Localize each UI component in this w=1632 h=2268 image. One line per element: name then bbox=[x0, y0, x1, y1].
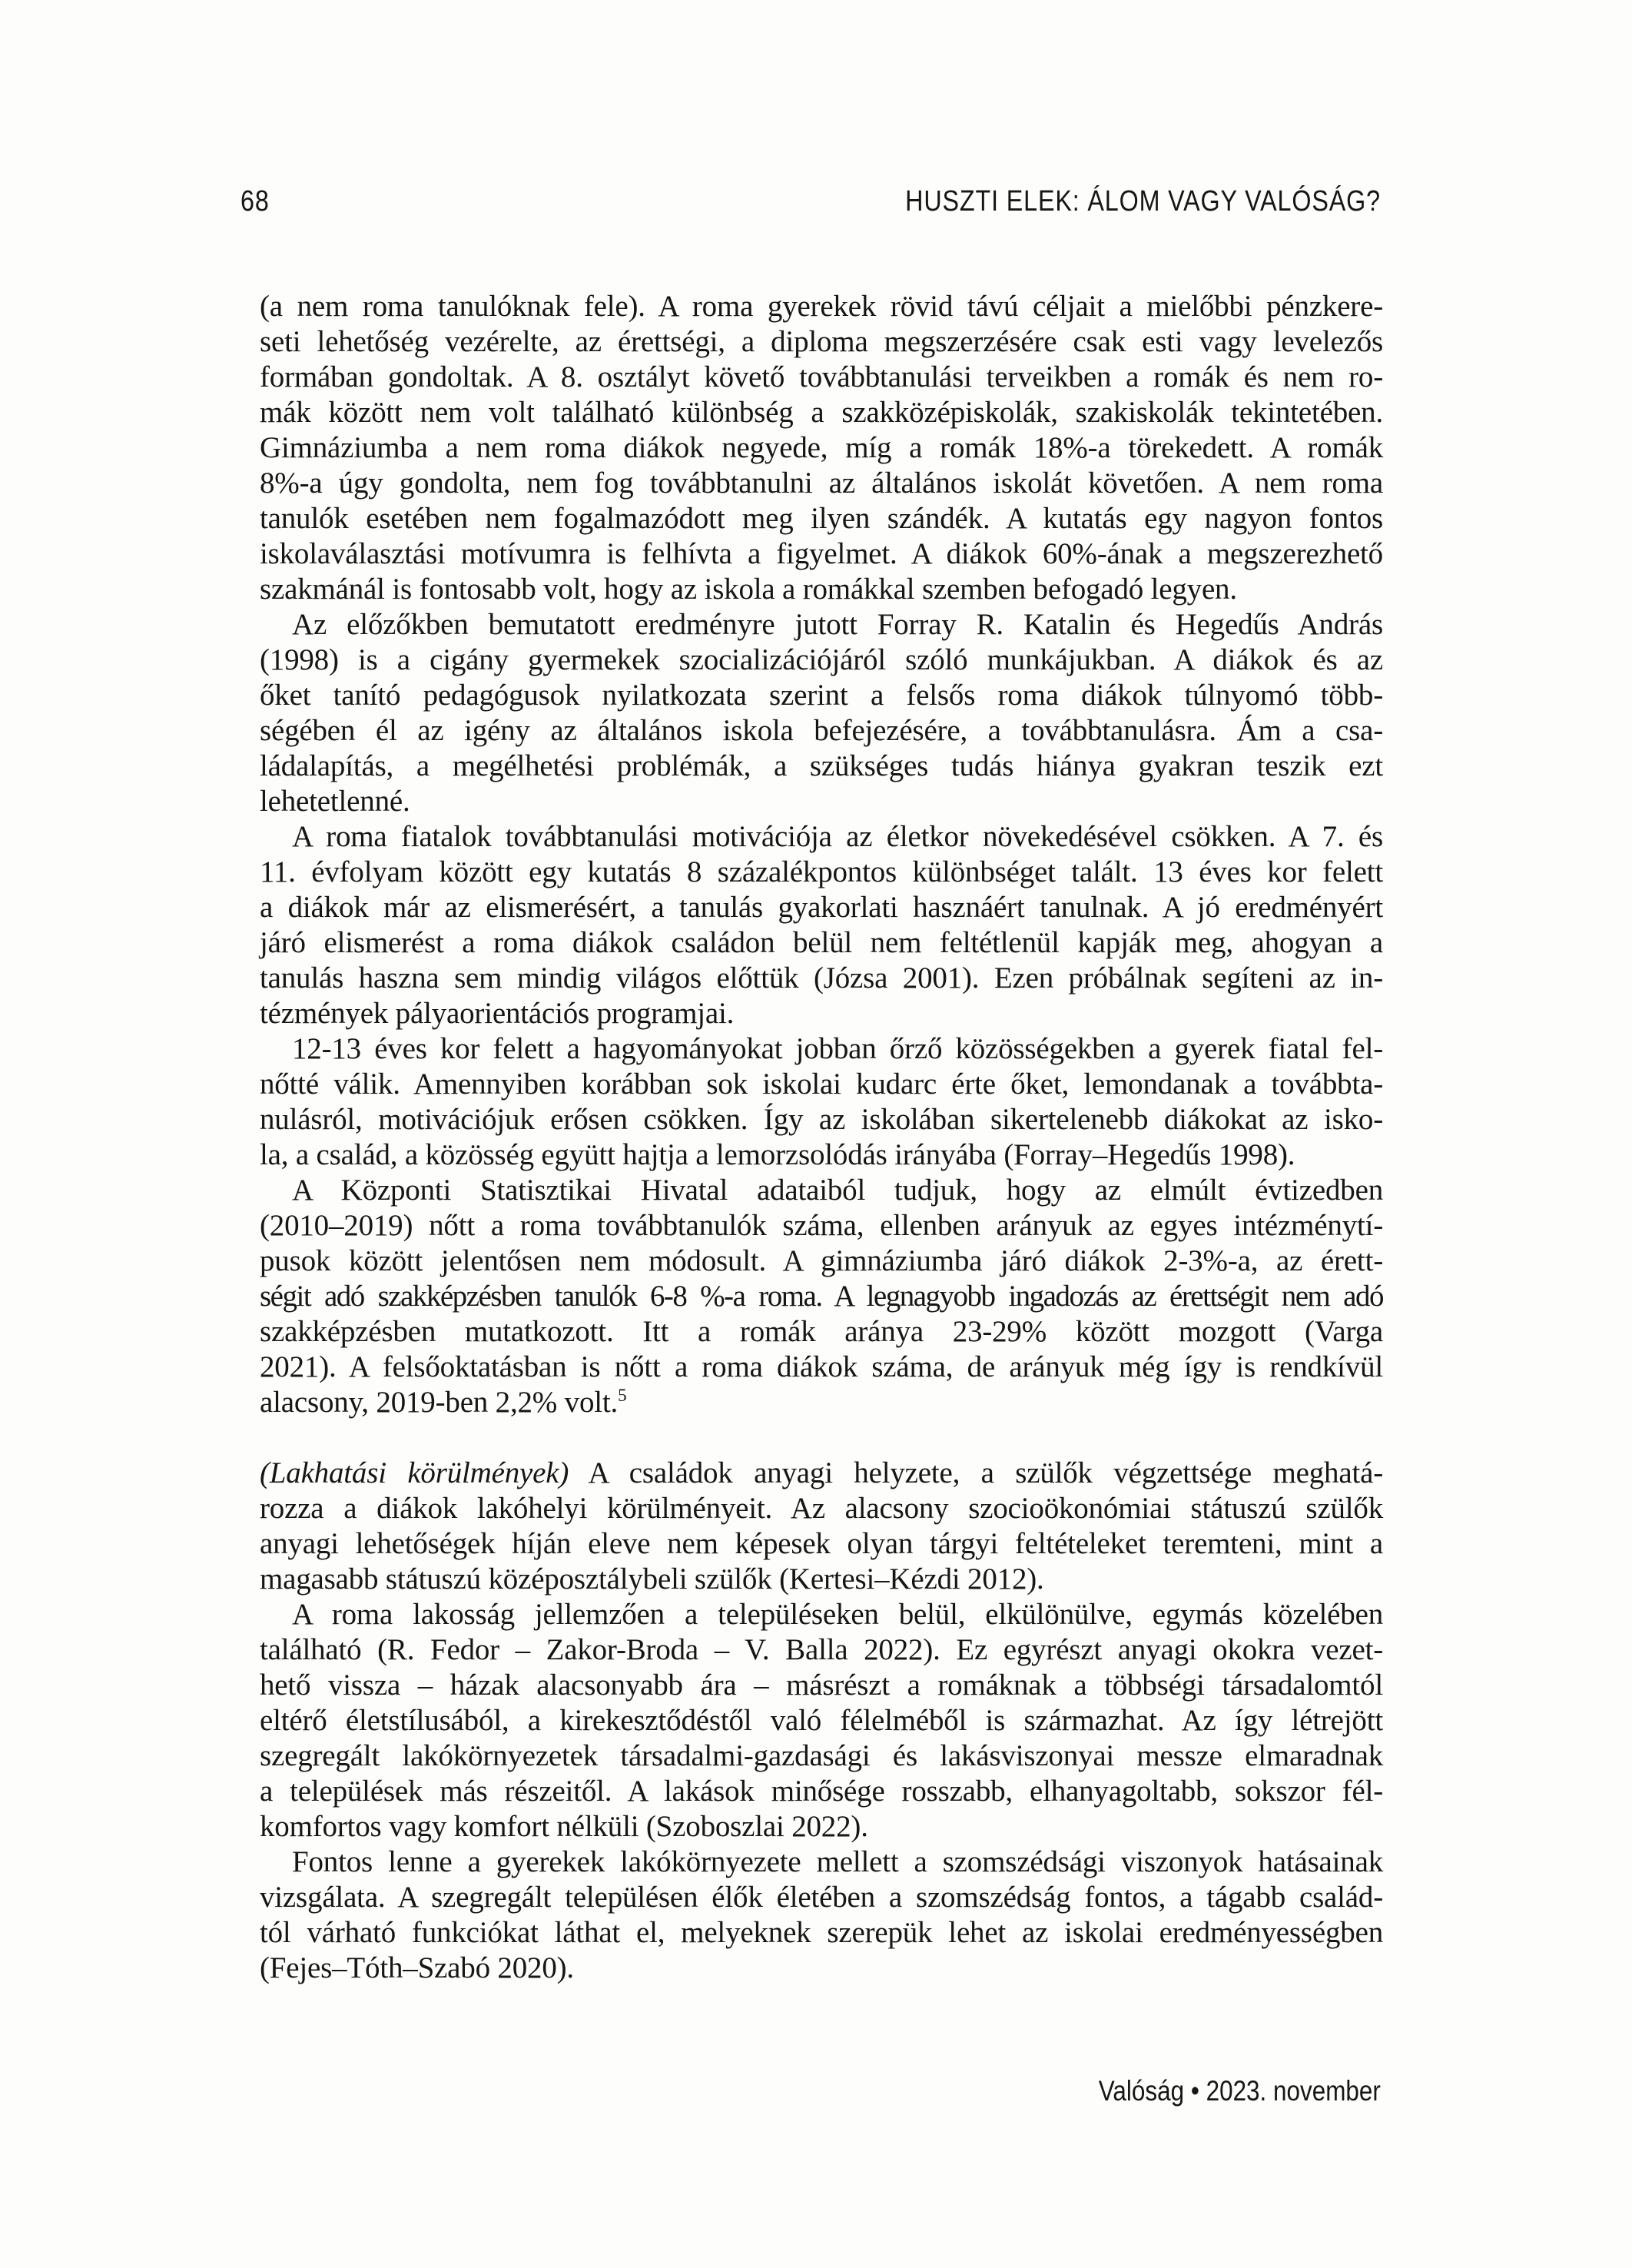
running-head: HUSZTI ELEK: ÁLOM VAGY VALÓSÁG? bbox=[905, 185, 1381, 218]
text-line: mák között nem volt található különbség a szakközépiskolák, szakiskolák tekintetében. bbox=[260, 396, 1383, 429]
text-line: ládalapítás, a megélhetési problémák, a szükséges tudás hiánya gyakran teszik ezt bbox=[260, 749, 1383, 782]
text-line: vizsgálata. A szegregált településen élők életében a szomszédság fontos, a tágabb család- bbox=[260, 1881, 1383, 1914]
text-line: (1998) is a cigány gyermekek szocializációjáról szóló munkájukban. A diákok és az bbox=[260, 643, 1383, 676]
paragraph bbox=[260, 819, 1383, 1031]
article-body bbox=[260, 289, 1383, 1986]
paragraph bbox=[260, 289, 1383, 607]
text-line: Fontos lenne a gyerekek lakókörnyezete mellett a szomszédsági viszonyok hatásainak bbox=[292, 1845, 1383, 1878]
text-line: szakmánál is fontosabb volt, hogy az iskola a romákkal szemben befogadó legyen. bbox=[260, 573, 1237, 606]
text-line: ségit adó szakképzésben tanulók 6-8 %-a roma. A legnagyobb ingadozás az érettségit nem adó bbox=[260, 1280, 1383, 1313]
text-line: tól várható funkciókat láthat el, melyeknek szerepük lehet az iskolai eredményességben bbox=[260, 1916, 1383, 1949]
text-line: la, a család, a közösség együtt hajtja a lemorzsolódás irányába (Forray–Hegedűs 1998). bbox=[260, 1138, 1295, 1171]
text-line: (a nem roma tanulóknak fele). A roma gyerekek rövid távú céljait a mielőbbi pénzkere- bbox=[260, 290, 1383, 323]
page-number: 68 bbox=[240, 185, 270, 218]
text-line: nőtté válik. Amennyiben korábban sok iskolai kudarc érte őket, lemondanak a továbbta- bbox=[260, 1068, 1383, 1101]
text-line: A roma fiatalok továbbtanulási motivációja az életkor növekedésével csökken. A 7. és bbox=[292, 820, 1383, 853]
text-line: tézmények pályaorientációs programjai. bbox=[260, 997, 735, 1030]
text-line: 8%-a úgy gondolta, nem fog továbbtanulni az általános iskolát követően. A nem roma bbox=[260, 467, 1383, 500]
paragraph bbox=[260, 607, 1383, 819]
text-line: tanulók esetében nem fogalmazódott meg ilyen szándék. A kutatás egy nagyon fontos bbox=[260, 502, 1383, 535]
text-line: tanulás haszna sem mindig világos előttük (Józsa 2001). Ezen próbálnak segíteni az in- bbox=[260, 961, 1383, 995]
text-line: (2010–2019) nőtt a roma továbbtanulók száma, ellenben arányuk az egyes intézménytí- bbox=[260, 1209, 1383, 1242]
text-line: szegregált lakókörnyezetek társadalmi-gazdasági és lakásviszonyai messze elmaradnak bbox=[260, 1739, 1383, 1772]
text-line: 11. évfolyam között egy kutatás 8 százalékpontos különbséget talált. 13 éves kor felett bbox=[260, 855, 1383, 888]
text-line: (Fejes–Tóth–Szabó 2020). bbox=[260, 1951, 574, 1984]
text-line: található (R. Fedor – Zakor-Broda – V. Balla 2022). Ez egyrészt anyagi okokra vezet- bbox=[260, 1633, 1383, 1666]
text-line: formában gondoltak. A 8. osztályt követő továbbtanulási terveikben a romák és nem ro- bbox=[260, 360, 1383, 393]
text-line: Az előzőkben bemutatott eredményre jutott Forray R. Katalin és Hegedűs András bbox=[292, 608, 1383, 641]
text-line: alacsony, 2019-ben 2,2% volt.$^5$ bbox=[260, 1386, 627, 1419]
paragraph bbox=[260, 1031, 1383, 1173]
paragraph bbox=[260, 1845, 1383, 1986]
text-line: Gimnáziumba a nem roma diákok negyede, míg a romák 18%-a törekedett. A romák bbox=[260, 431, 1383, 464]
paragraph bbox=[260, 1597, 1383, 1845]
text-line: pusok között jelentősen nem módosult. A gimnáziumba járó diákok 2-3%-a, az érett- bbox=[260, 1244, 1383, 1277]
text-line: A roma lakosság jellemzően a településeken belül, elkülönülve, egymás közelében bbox=[292, 1598, 1383, 1631]
text-line: lehetetlenné. bbox=[260, 785, 410, 818]
text-line: rozza a diákok lakóhelyi körülményeit. Az alacsony szocioökonómiai státuszú szülők bbox=[260, 1492, 1383, 1525]
text-line: hető vissza – házak alacsonyabb ára – másrészt a romáknak a többségi társadalomtól bbox=[260, 1669, 1383, 1702]
text-line: járó elismerést a roma diákok családon belül nem feltétlenül kapják meg, ahogyan a bbox=[260, 926, 1383, 959]
text-line: nulásról, motivációjuk erősen csökken. Így az iskolában sikertelenebb diákokat az isko- bbox=[260, 1103, 1383, 1136]
paragraph bbox=[260, 1456, 1383, 1597]
text-line: 12-13 éves kor felett a hagyományokat jobban őrző közösségekben a gyerek fiatal fel- bbox=[292, 1032, 1383, 1065]
text-line: eltérő életstílusából, a kirekesztődéstől való félelméből is származhat. Az így létrejött bbox=[260, 1704, 1383, 1737]
text-line: a települések más részeitől. A lakások minősége rosszabb, elhanyagoltabb, sokszor fél- bbox=[260, 1775, 1383, 1808]
journal-footer: Valóság • 2023. november bbox=[1098, 2075, 1381, 2107]
text-line: anyagi lehetőségek híján eleve nem képesek olyan tárgyi feltételeket teremteni, mint a bbox=[260, 1527, 1383, 1560]
text-line: 2021). A felsőoktatásban is nőtt a roma diákok száma, de arányuk még így is rendkívül bbox=[260, 1350, 1383, 1383]
text-line: (Lakhatási körülmények) A családok anyagi helyzete, a szülők végzettsége meghatá- bbox=[260, 1456, 1383, 1489]
text-line: őket tanító pedagógusok nyilatkozata szerint a felsős roma diákok túlnyomó több- bbox=[260, 679, 1383, 712]
text-line: iskolaválasztási motívumra is felhívta a figyelmet. A diákok 60%-ának a megszerezhető bbox=[260, 537, 1383, 570]
text-line: magasabb státuszú középosztálybeli szülők (Kertesi–Kézdi 2012). bbox=[260, 1562, 1044, 1596]
text-line: a diákok már az elismerésért, a tanulás gyakorlati hasznáért tanulnak. A jó eredményért bbox=[260, 891, 1383, 924]
text-line: A Központi Statisztikai Hivatal adataiból tudjuk, hogy az elmúlt évtizedben bbox=[292, 1174, 1383, 1207]
paragraph bbox=[260, 1173, 1383, 1420]
text-line: komfortos vagy komfort nélküli (Szoboszlai 2022). bbox=[260, 1810, 868, 1843]
text-line: szakképzésben mutatkozott. Itt a romák aránya 23-29% között mozgott (Varga bbox=[260, 1315, 1383, 1348]
text-line: ségében él az igény az általános iskola befejezésére, a továbbtanulásra. Ám a csa- bbox=[260, 714, 1383, 747]
text-line: seti lehetőség vezérelte, az érettségi, a diploma megszerzésére csak esti vagy levelezős bbox=[260, 325, 1383, 358]
